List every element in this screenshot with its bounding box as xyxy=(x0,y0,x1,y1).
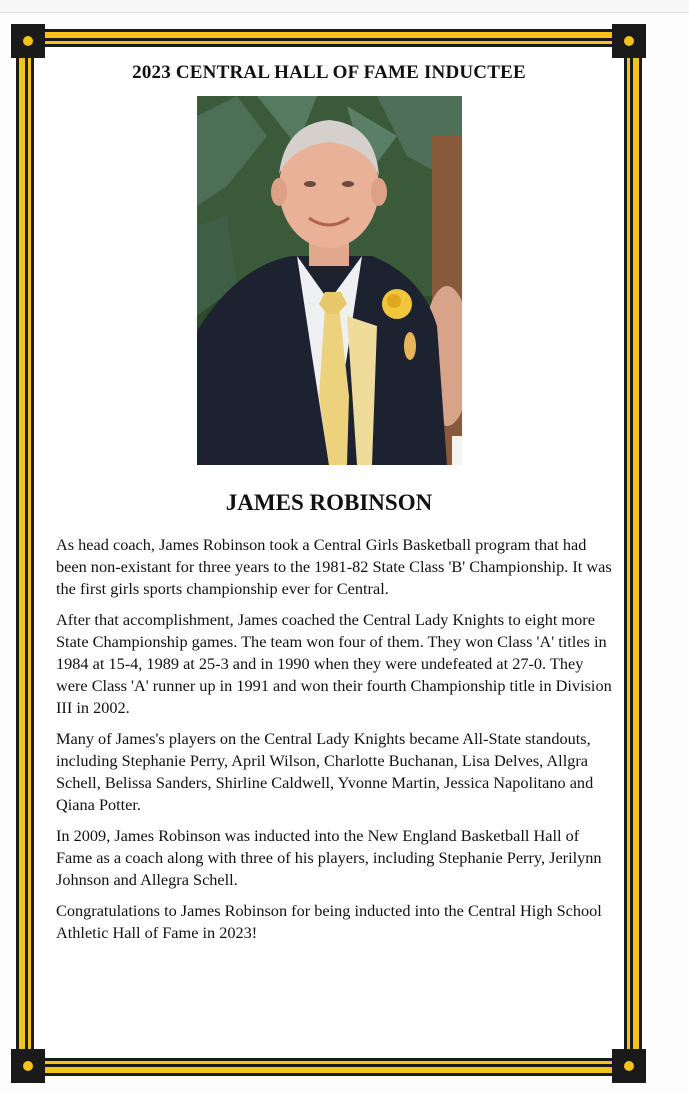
corner-dot-icon xyxy=(624,36,634,46)
corner-dot-icon xyxy=(23,1061,33,1071)
inductee-photo xyxy=(197,96,462,465)
corner-dot-icon xyxy=(23,36,33,46)
biography-paragraph: As head coach, James Robinson took a Central Girls Basketball program that had been non-existant for three years to the 1981-82 State Class 'B' Championship. It was the first girls sports championship ever for Central. xyxy=(56,535,612,598)
top-strip xyxy=(0,0,689,13)
corner-ornament-top-left xyxy=(11,24,45,58)
biography-paragraph: Many of James's players on the Central Lady Knights became All-State standouts, including Stephanie Perry, April Wilson, Charlotte Buchanan, Lisa Delves, Allgra Schell, Belissa Sanders, Shirline Caldwell, Yvonne Martin, Jessica Napolitano and Qiana Potter. xyxy=(56,729,594,814)
biography-paragraph: In 2009, James Robinson was inducted into the New England Basketball Hall of Fame as a coach along with three of his players, including Stephanie Perry, Jerilynn Johnson and Allegra Schell. xyxy=(56,826,602,889)
biography-paragraph: After that accomplishment, James coached the Central Lady Knights to eight more State Championship games. The team won four of them. They won Class 'A' titles in 1984 at 15-4, 1989 at 25-3 and in 1990 when they were undefeated at 27-0. They were Class 'A' runner up in 1991 and won their fourth Championship title in Division III in 2002. xyxy=(56,610,612,717)
corner-dot-icon xyxy=(624,1061,634,1071)
corner-ornament-top-right xyxy=(612,24,646,58)
corner-ornament-bottom-right xyxy=(612,1049,646,1083)
corner-ornament-bottom-left xyxy=(11,1049,45,1083)
inductee-name: JAMES ROBINSON xyxy=(225,490,433,515)
page-title: 2023 CENTRAL HALL OF FAME INDUCTEE xyxy=(132,62,526,83)
biography-paragraph: Congratulations to James Robinson for being inducted into the Central High School Athletic Hall of Fame in 2023! xyxy=(56,901,602,942)
biography xyxy=(56,534,612,953)
